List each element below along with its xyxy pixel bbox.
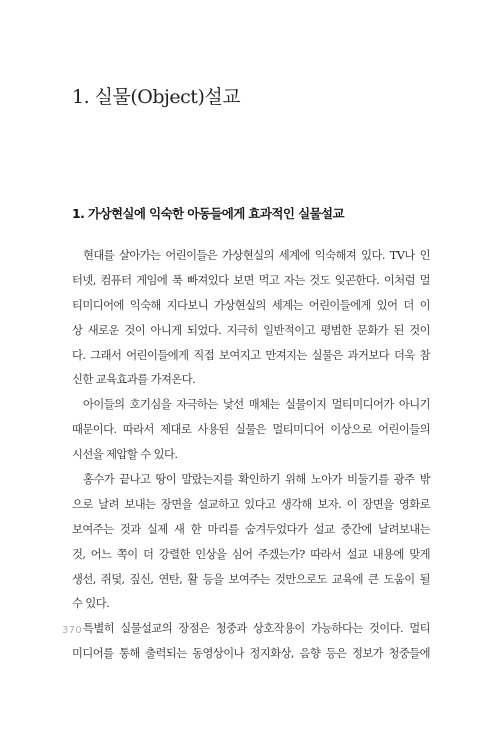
body-line: 미디어를 통해 출력되는 동영상이나 정지화상, 음향 등은 정보가 청중들에 bbox=[72, 647, 430, 661]
body-line: 으로 날려 보내는 장면을 설교하고 있다고 생각해 보자. 이 장면을 영화로 bbox=[72, 497, 430, 511]
body-line: 시선을 제압할 수 있다. bbox=[72, 448, 178, 462]
body-line: 아이들의 호기심을 자극하는 낯선 매체는 실물이지 멀티미디어가 아니기 bbox=[83, 398, 430, 412]
section-heading: 1. 가상현실에 익숙한 아동들에게 효과적인 실물설교 bbox=[72, 206, 344, 221]
body-line: 현대를 살아가는 어린이들은 가상현실의 세계에 익숙해져 있다. TV나 인 bbox=[83, 249, 430, 262]
body-line: 터넷, 컴퓨터 게임에 푹 빠져있다 보면 먹고 자는 것도 잊곤한다. 이처럼 멀 bbox=[72, 273, 430, 287]
body-line: 것, 어느 쪽이 더 강렬한 인상을 심어 주겠는가? 따라서 설교 내용에 맞게 bbox=[72, 547, 430, 561]
body-text bbox=[72, 244, 430, 667]
body-line: 홍수가 끝나고 땅이 말랐는지를 확인하기 위해 노아가 비둘기를 광주 밖 bbox=[83, 473, 430, 487]
body-line: 다. 그래서 어린이들에게 직접 보여지고 만져지는 실물은 과거보다 더욱 참 bbox=[72, 348, 430, 362]
body-line: 신한 교육효과를 가져온다. bbox=[72, 373, 196, 387]
body-line: 수 있다. bbox=[72, 597, 110, 611]
body-line: 생선, 쥐덫, 짚신, 연탄, 활 등을 보여주는 것만으로도 교육에 큰 도움이 될 bbox=[72, 572, 430, 586]
body-line: 때문이다. 따라서 제대로 사용된 실물은 멀티미디어 이상으로 어린이들의 bbox=[72, 423, 430, 437]
body-line: 특별히 실물설교의 장점은 청중과 상호작용이 가능하다는 것이다. 멀티 bbox=[83, 622, 430, 636]
body-line: 상 새로운 것이 아니게 되었다. 지극히 일반적이고 평범한 문화가 된 것이 bbox=[72, 323, 430, 337]
body-line: 티미디어에 익숙해 지다보니 가상현실의 세계는 어린이들에게 있어 더 이 bbox=[72, 298, 430, 312]
page-number: 370 bbox=[62, 625, 82, 636]
chapter-title: 1. 실물(Object)설교 bbox=[72, 86, 241, 108]
body-line: 보여주는 것과 실제 새 한 마리를 숨겨두었다가 설교 중간에 날려보내는 bbox=[72, 522, 430, 536]
